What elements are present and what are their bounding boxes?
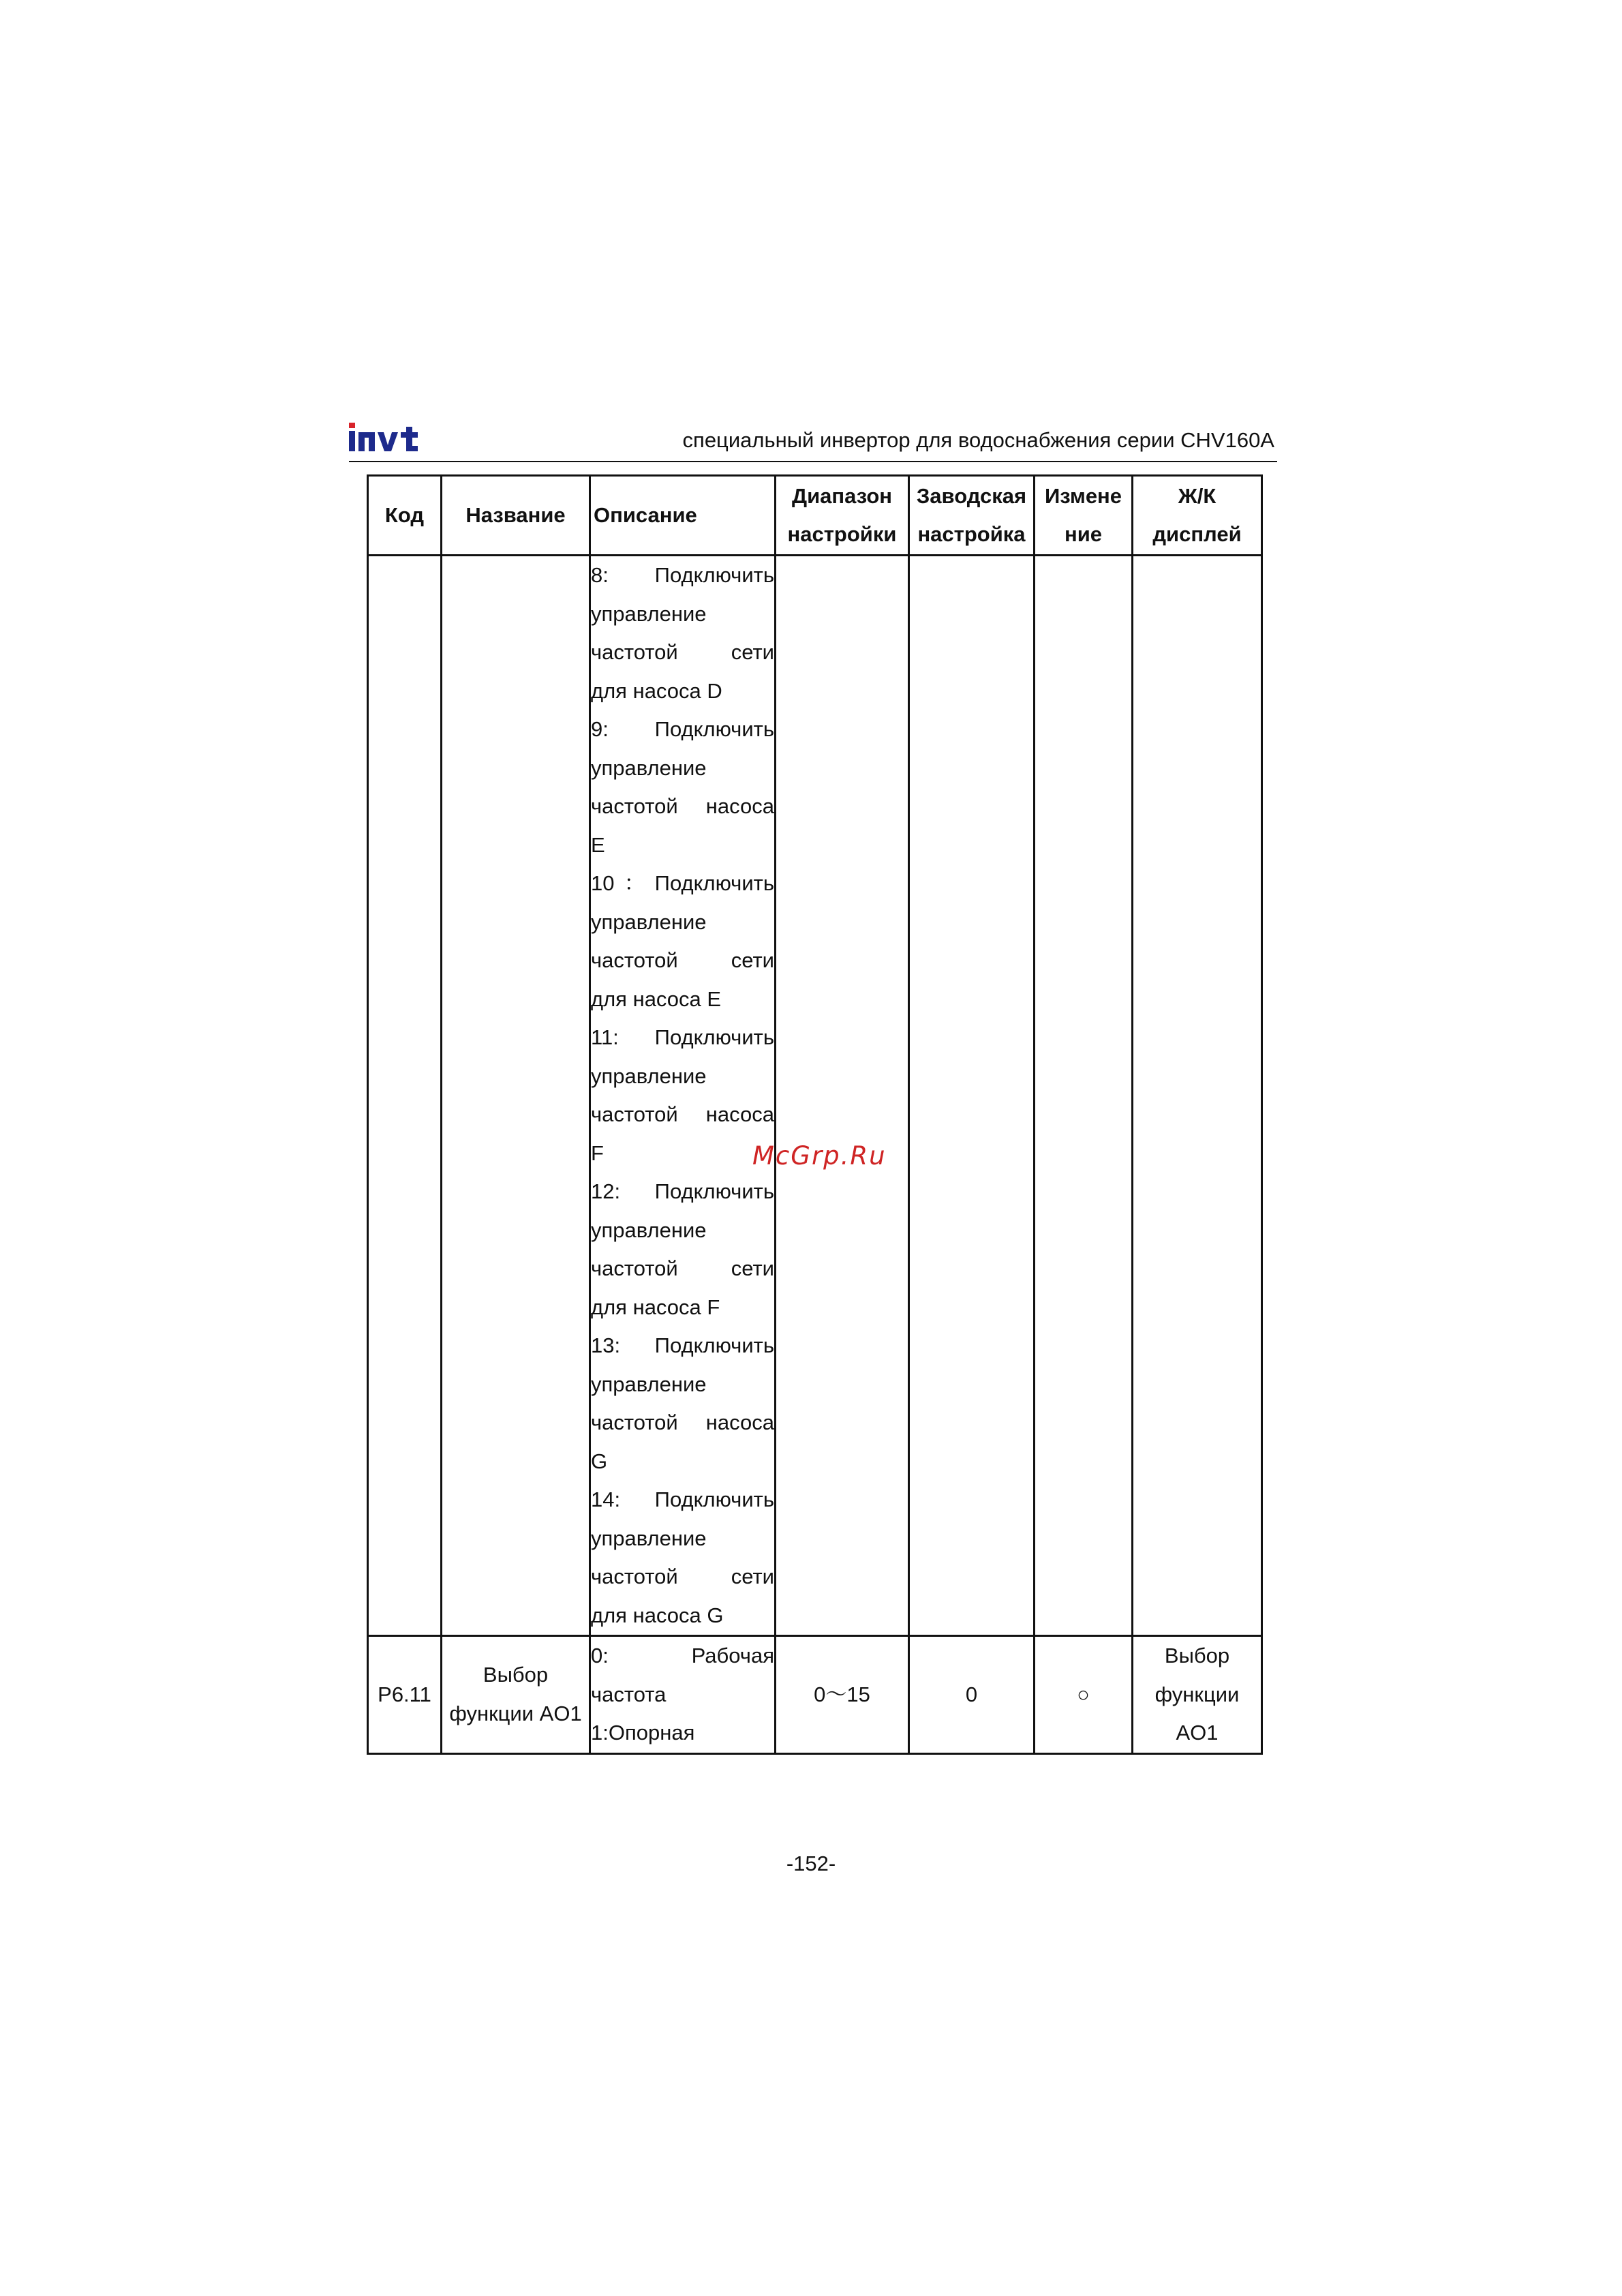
cell-lcd-line2: функции <box>1154 1682 1240 1706</box>
header-row <box>368 476 1262 556</box>
table-row-continuation <box>368 556 1262 1636</box>
desc-line: 1:Опорная <box>591 1721 695 1744</box>
cell-lcd-line1: Выбор <box>1164 1644 1230 1667</box>
desc-line: для насоса G <box>591 1603 724 1627</box>
document-title: специальный инвертор для водоснабжения серии CHV160A <box>682 428 1274 452</box>
cell-change-empty <box>1035 556 1133 1636</box>
desc-line: частотой насоса <box>591 794 774 818</box>
cell-factory-empty <box>909 556 1035 1636</box>
header-factory <box>909 476 1035 556</box>
desc-line: управление <box>591 1372 707 1396</box>
desc-line: управление <box>591 601 707 626</box>
desc-line: частотой насоса <box>591 1102 774 1126</box>
desc-line: 11: Подключить <box>591 1025 774 1049</box>
cell-range: 0～15 <box>776 1636 909 1754</box>
desc-line: управление <box>591 1063 707 1088</box>
header-range-line2: настройки <box>787 522 897 546</box>
cell-factory: 0 <box>909 1636 1035 1754</box>
desc-line: управление <box>591 755 707 780</box>
header-name: Название <box>442 476 590 556</box>
desc-line: управление <box>591 1526 707 1550</box>
invt-logo-graphic <box>349 423 425 453</box>
header-range <box>776 476 909 556</box>
cell-description-continuation <box>590 556 776 1636</box>
cell-code-empty <box>368 556 442 1636</box>
desc-line: для насоса F <box>591 1295 720 1319</box>
desc-line: частота <box>591 1682 667 1706</box>
cell-range-empty <box>776 556 909 1636</box>
desc-line: частотой сети <box>591 1256 774 1280</box>
header-range-line1: Диапазон <box>791 484 893 508</box>
desc-line: 9: Подключить <box>591 717 774 741</box>
header-factory-line2: настройка <box>917 522 1026 546</box>
header-description: Описание <box>590 476 776 556</box>
watermark: McGrp.Ru <box>752 1141 887 1170</box>
cell-name-line2: функции AO1 <box>449 1701 582 1725</box>
desc-line: 8: Подключить <box>591 563 774 587</box>
desc-line: управление <box>591 1218 707 1242</box>
header-code: Код <box>368 476 442 556</box>
cell-name-line1: Выбор <box>483 1663 549 1687</box>
desc-line: 10：Подключить <box>591 871 774 895</box>
cell-change: ○ <box>1035 1636 1133 1754</box>
cell-name-empty <box>442 556 590 1636</box>
cell-description <box>590 1636 776 1754</box>
header-factory-line1: Заводская <box>916 484 1027 508</box>
desc-line: 13: Подключить <box>591 1333 774 1357</box>
desc-line: 12: Подключить <box>591 1179 774 1203</box>
desc-line: 0: Рабочая <box>591 1644 774 1667</box>
desc-line: F <box>591 1141 604 1165</box>
header-lcd <box>1133 476 1262 556</box>
desc-line: частотой сети <box>591 948 774 972</box>
header-change <box>1035 476 1133 556</box>
header-lcd-line1: Ж/К <box>1178 484 1216 508</box>
desc-line: частотой сети <box>591 1565 774 1588</box>
desc-line: частотой сети <box>591 640 774 664</box>
parameters-table <box>367 474 1263 1755</box>
table-row-p6-11 <box>368 1636 1262 1754</box>
desc-line: для насоса D <box>591 678 722 703</box>
header-change-line2: ние <box>1064 522 1103 546</box>
cell-name <box>442 1636 590 1754</box>
desc-line: частотой насоса <box>591 1410 774 1434</box>
desc-line: 14: Подключить <box>591 1487 774 1511</box>
header-rule <box>349 461 1277 462</box>
header-lcd-line2: дисплей <box>1152 522 1242 546</box>
cell-lcd <box>1133 1636 1262 1754</box>
header-change-line1: Измене <box>1044 484 1122 508</box>
desc-line: для насоса E <box>591 986 722 1011</box>
invt-logo <box>349 423 425 453</box>
cell-lcd-line3: AO1 <box>1176 1721 1219 1744</box>
cell-code: P6.11 <box>368 1636 442 1754</box>
page-number: -152- <box>786 1852 836 1875</box>
desc-line: E <box>591 832 605 857</box>
desc-line: управление <box>591 909 707 934</box>
desc-line: G <box>591 1449 608 1473</box>
cell-lcd-empty <box>1133 556 1262 1636</box>
